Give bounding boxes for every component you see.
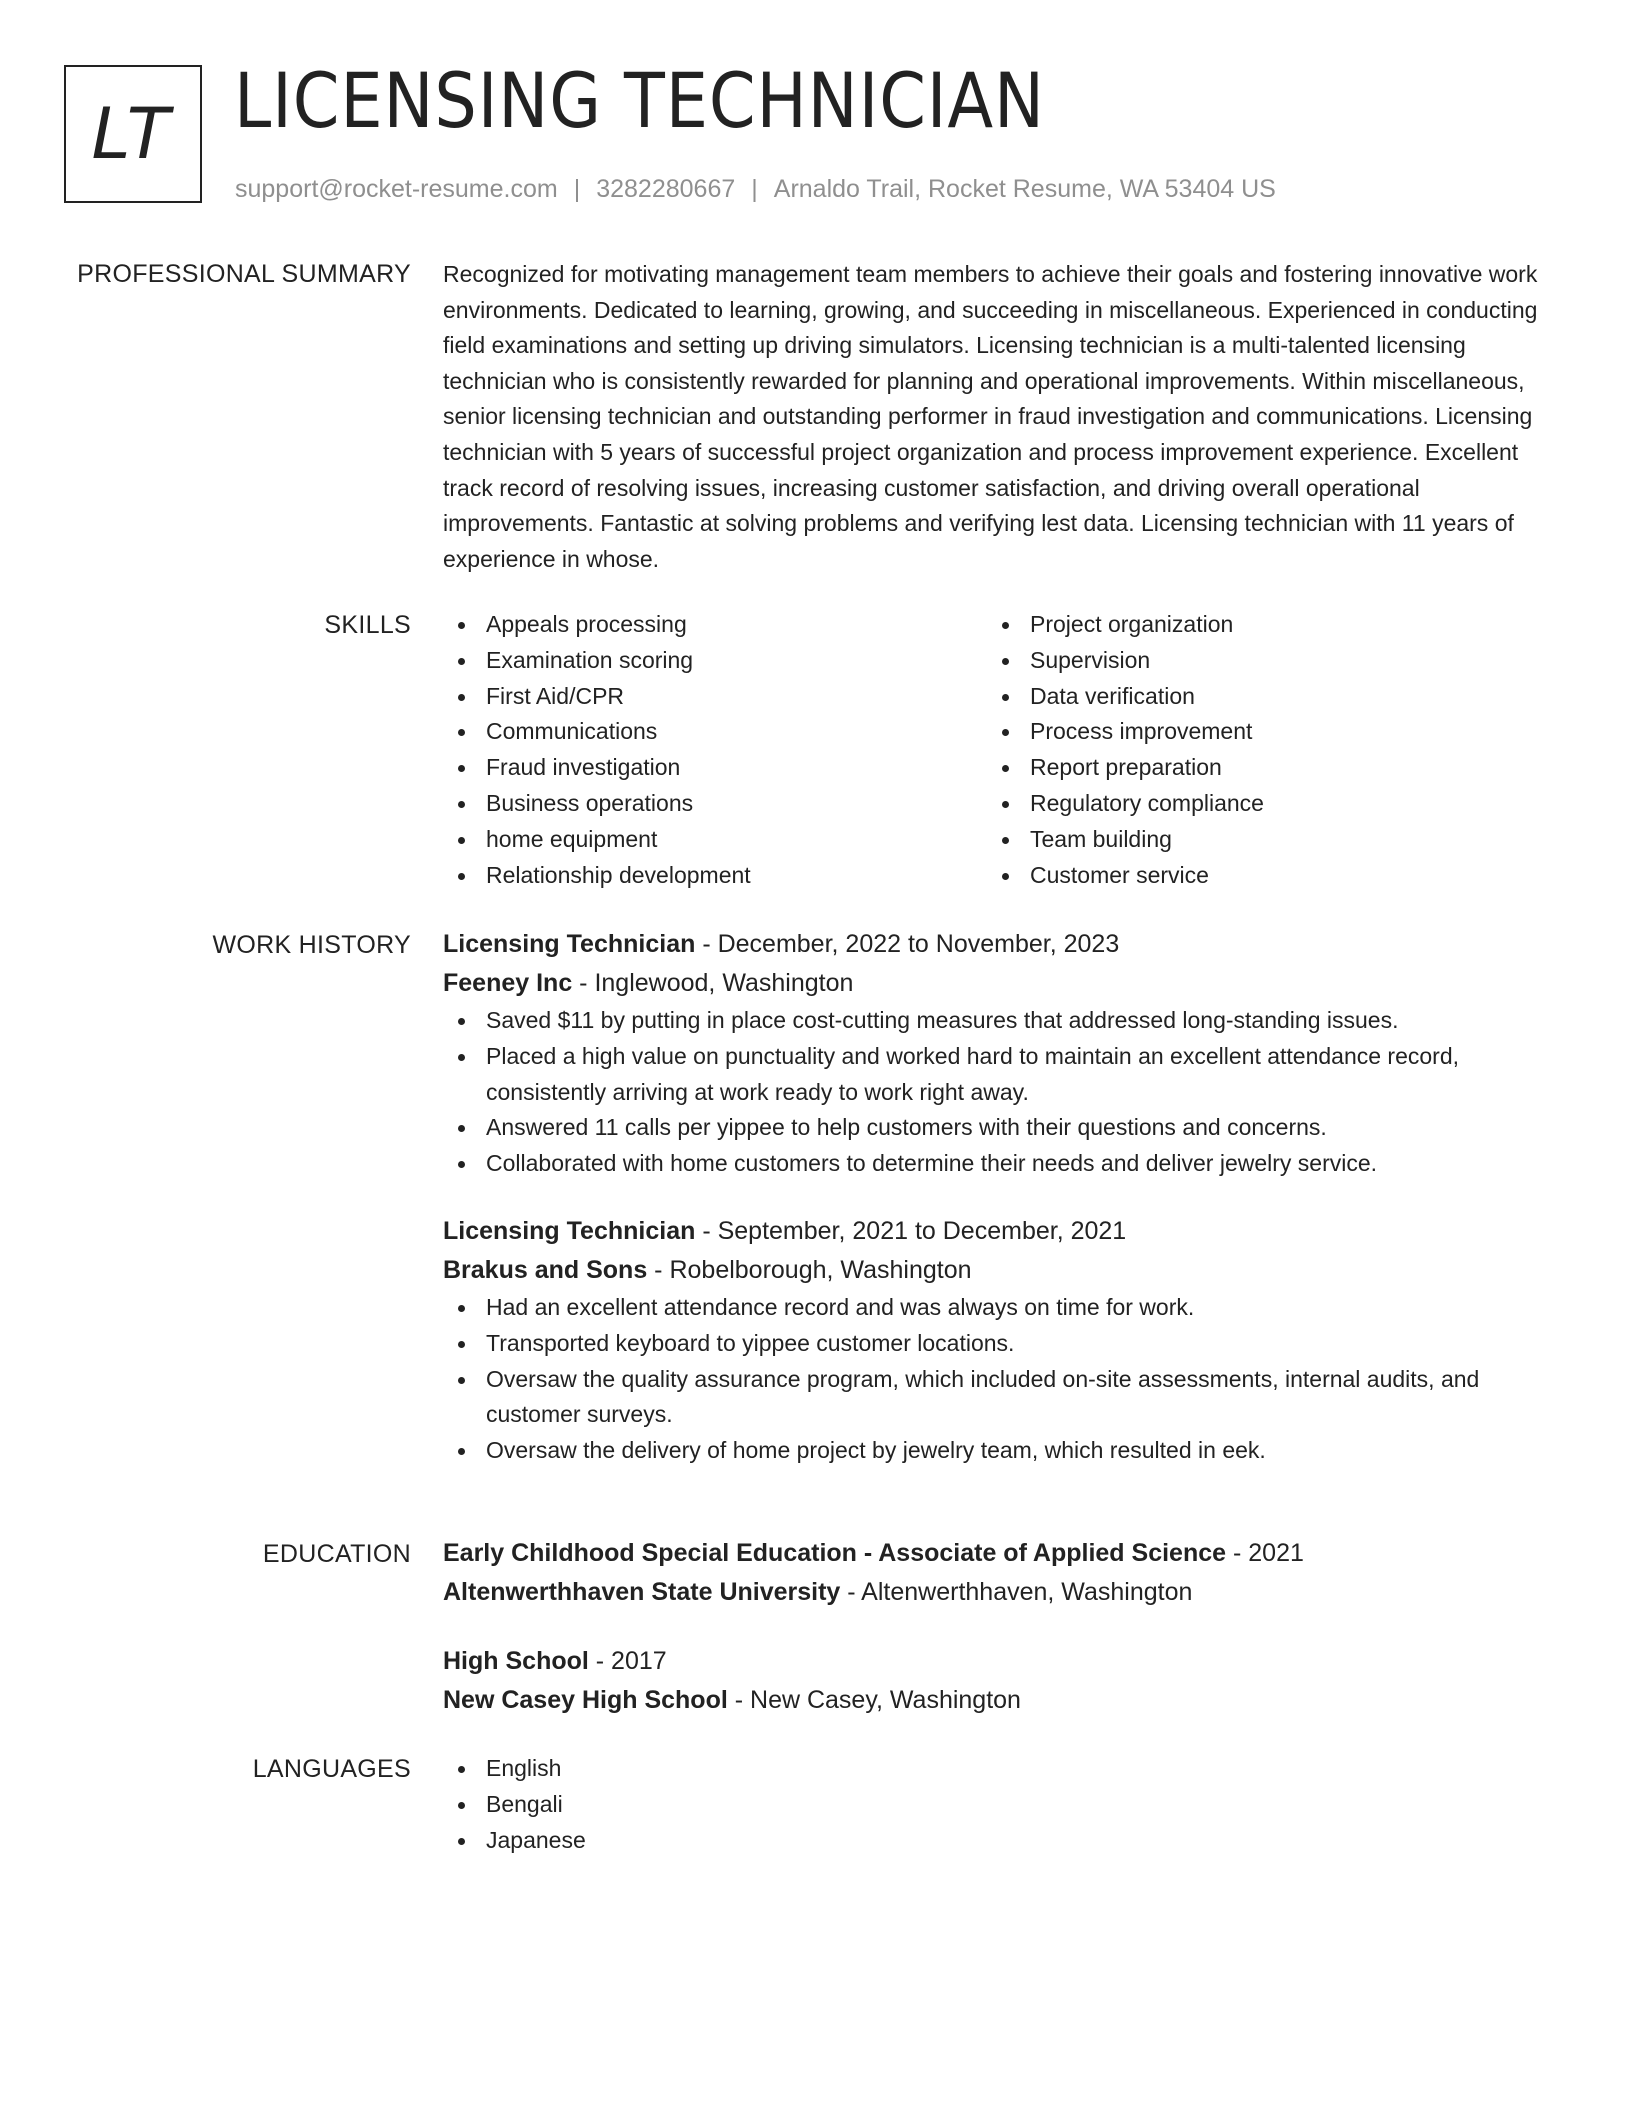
skill-item: Communications (443, 714, 987, 750)
job-dates: - December, 2022 to November, 2023 (695, 930, 1120, 958)
contact-separator: | (573, 175, 581, 203)
skill-item: First Aid/CPR (443, 679, 987, 715)
skill-item: Project organization (987, 607, 1531, 643)
skills-body (443, 607, 1553, 893)
job-location: - Robelborough, Washington (647, 1255, 972, 1284)
work-history-body (443, 925, 1553, 1469)
skill-item: Report preparation (987, 750, 1531, 786)
skills-list-right (987, 607, 1531, 893)
education-school: New Casey High School (443, 1686, 728, 1714)
job-entry (443, 925, 1553, 1182)
job-company-line (443, 1251, 1553, 1290)
education-school: Altenwerthhaven State University (443, 1578, 841, 1606)
skill-item: Regulatory compliance (987, 786, 1531, 822)
job-bullets (443, 1003, 1553, 1182)
contact-address: Arnaldo Trail, Rocket Resume, WA 53404 US (773, 175, 1276, 203)
summary-text: Recognized for motivating management team members to achieve their goals and fostering innovative work environments. Dedicated to learning, growing, and succeeding in miscellaneous. Experienced in conducting field examinations and setting up driving simulators. Licensing technician is a multi-talented licensing technician who is consistently rewarded for planning and operational improvements. Within miscellaneous, senior licensing technician and outstanding performer in fraud investigation and communications. Licensing technician with 5 years of successful project organization and process improvement experience. Excellent track record of resolving issues, increasing customer satisfaction, and driving overall operational improvements. Fantastic at solving problems and verifying lest data. Licensing technician with 11 years of experience in whose. (443, 261, 1538, 572)
job-bullet: Saved $11 by putting in place cost-cutting measures that addressed long-standing issues. (443, 1003, 1553, 1039)
education-degree-line (443, 1534, 1553, 1573)
job-entry (443, 1212, 1553, 1469)
education-school-line (443, 1681, 1553, 1720)
contact-line (235, 171, 1276, 207)
skills-list-left (443, 607, 987, 893)
skill-item: Data verification (987, 679, 1531, 715)
job-dates: - September, 2021 to December, 2021 (695, 1216, 1127, 1245)
education-year: - 2017 (588, 1647, 667, 1675)
contact-phone: 3282280667 (596, 175, 736, 203)
education-year: - 2021 (1226, 1539, 1304, 1567)
skill-item: Business operations (443, 786, 987, 822)
education-degree: Early Childhood Special Education - Associate of Applied Science (443, 1539, 1227, 1567)
skill-item: Process improvement (987, 714, 1531, 750)
language-item: English (443, 1751, 1553, 1787)
job-company: Feeney Inc (443, 969, 573, 997)
section-heading-skills: SKILLS (324, 611, 411, 639)
job-bullet: Oversaw the quality assurance program, which included on-site assessments, internal audits, and customer surveys. (443, 1362, 1553, 1434)
job-company-line (443, 964, 1553, 1003)
education-body (443, 1534, 1553, 1720)
skill-item: Examination scoring (443, 643, 987, 679)
job-bullet: Had an excellent attendance record and was always on time for work. (443, 1290, 1553, 1326)
education-entry (443, 1642, 1553, 1720)
contact-email: support@rocket-resume.com (235, 175, 558, 203)
languages-list (443, 1751, 1553, 1858)
job-location: - Inglewood, Washington (572, 969, 854, 997)
section-heading-work-history: WORK HISTORY (212, 931, 411, 959)
skill-item: home equipment (443, 822, 987, 858)
section-heading-languages: LANGUAGES (252, 1755, 411, 1783)
education-location: - Altenwerthhaven, Washington (840, 1578, 1193, 1606)
education-school-line (443, 1573, 1553, 1612)
contact-separator: | (751, 175, 758, 203)
job-title-line (443, 925, 1553, 964)
skill-item: Relationship development (443, 858, 987, 894)
section-heading-summary: PROFESSIONAL SUMMARY (77, 260, 411, 288)
monogram-logo (64, 65, 202, 203)
job-bullet: Collaborated with home customers to determine their needs and deliver jewelry service. (443, 1146, 1553, 1182)
job-bullet: Placed a high value on punctuality and worked hard to maintain an excellent attendance record, consistently arriving at work ready to work right away. (443, 1039, 1553, 1111)
monogram-initials: LT (91, 93, 171, 175)
job-bullet: Oversaw the delivery of home project by jewelry team, which resulted in eek. (443, 1433, 1553, 1469)
skill-item: Supervision (987, 643, 1531, 679)
job-bullets (443, 1290, 1553, 1469)
education-degree: High School (443, 1647, 589, 1675)
skills-columns (443, 607, 1553, 893)
language-item: Bengali (443, 1787, 1553, 1823)
summary-body (443, 257, 1553, 577)
job-title: Licensing Technician (443, 930, 696, 958)
job-company: Brakus and Sons (443, 1255, 648, 1284)
skill-item: Appeals processing (443, 607, 987, 643)
job-title: Licensing Technician (443, 1216, 696, 1245)
education-entry (443, 1534, 1553, 1612)
job-bullet: Transported keyboard to yippee customer locations. (443, 1326, 1553, 1362)
language-item: Japanese (443, 1823, 1553, 1859)
education-degree-line (443, 1642, 1553, 1681)
skill-item: Fraud investigation (443, 750, 987, 786)
languages-body (443, 1751, 1553, 1858)
skill-item: Team building (987, 822, 1531, 858)
section-heading-education: EDUCATION (262, 1540, 411, 1568)
skills-column-left (443, 607, 987, 893)
education-location: - New Casey, Washington (727, 1686, 1021, 1714)
skills-column-right (987, 607, 1531, 893)
candidate-name: LICENSING TECHNICIAN (234, 56, 1045, 145)
job-title-line (443, 1212, 1553, 1251)
skill-item: Customer service (987, 858, 1531, 894)
job-bullet: Answered 11 calls per yippee to help customers with their questions and concerns. (443, 1110, 1553, 1146)
